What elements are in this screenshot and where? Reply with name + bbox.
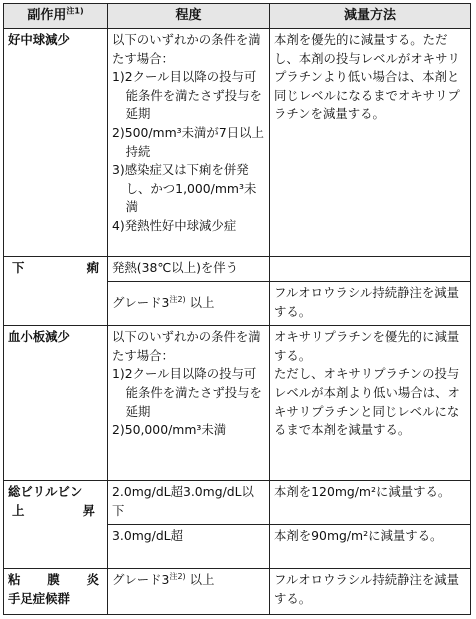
method-thrombocytopenia [270, 326, 471, 481]
condition-intro: 以下のいずれかの条件を満たす場合： [112, 32, 261, 66]
degree-neutropenia [108, 29, 270, 257]
category-bilirubin: 総ビリルビン 上 昇 [4, 480, 108, 568]
list-item: 3)感染症又は下痢を併発し、かつ1,000/mm³未満 [112, 162, 257, 215]
table-row-diarrhea-fever [4, 257, 471, 282]
list-item: 1)2クール目以降の投与可能条件を満たさず投与を延期 [112, 366, 262, 419]
condition-list [112, 365, 265, 439]
condition-list [112, 68, 265, 235]
degree-diarrhea-fever: 発熱(38℃以上)を伴う [108, 257, 270, 282]
list-item: 4)発熱性好中球減少症 [112, 218, 237, 234]
category-diarrhea: 下 痢 [4, 257, 108, 326]
dose-reduction-table [3, 3, 471, 615]
header-reduction-method: 減量方法 [270, 4, 471, 29]
header-degree: 程度 [108, 4, 270, 29]
degree-bilirubin-1: 2.0mg/dL超3.0mg/dL以下 [108, 480, 270, 524]
header-side-effect: 副作用$^{注1)}$ [4, 4, 108, 29]
table-row-neutropenia [4, 29, 471, 257]
list-item: 2)50,000/mm³未満 [112, 422, 227, 438]
degree-thrombocytopenia [108, 326, 270, 481]
table-row-mucositis [4, 568, 471, 614]
method-diarrhea-fever [270, 257, 471, 282]
condition-intro: 以下のいずれかの条件を満たす場合： [112, 329, 261, 363]
list-item: 2)500/mm³未満が7日以上持続 [112, 125, 264, 159]
method-line: オキサリプラチンを優先的に減量する。 [274, 329, 460, 363]
method-mucositis: フルオロウラシル持続静注を減量する。 [270, 568, 471, 614]
category-mucositis: 粘 膜 炎 手足症候群 [4, 568, 108, 614]
category-thrombocytopenia: 血小板減少 [4, 326, 108, 481]
table-row-bilirubin-1 [4, 480, 471, 524]
degree-mucositis: グレード3$^{注2)}$ 以上 [108, 568, 270, 614]
list-item: 1)2クール目以降の投与可能条件を満たさず投与を延期 [112, 69, 262, 122]
degree-diarrhea-grade: グレード3$^{注2)}$ 以上 [108, 282, 270, 326]
table-header-row [4, 4, 471, 29]
method-neutropenia: 本剤を優先的に減量する。ただし、本剤の投与レベルがオキサリプラチンより低い場合は、本剤と同じレベルになるまでオキサリプラチンを減量する。 [270, 29, 471, 257]
method-line: ただし、オキサリプラチンの投与レベルが本剤より低い場合は、オキサリプラチンと同じレベルになるまで本剤を減量する。 [274, 366, 460, 438]
category-neutropenia: 好中球減少 [4, 29, 108, 257]
method-diarrhea: フルオロウラシル持続静注を減量する。 [270, 282, 471, 326]
table-row-thrombocytopenia [4, 326, 471, 481]
method-bilirubin-1: 本剤を120mg/m²に減量する。 [270, 480, 471, 524]
method-bilirubin-2: 本剤を90mg/m²に減量する。 [270, 525, 471, 569]
degree-bilirubin-2: 3.0mg/dL超 [108, 525, 270, 569]
